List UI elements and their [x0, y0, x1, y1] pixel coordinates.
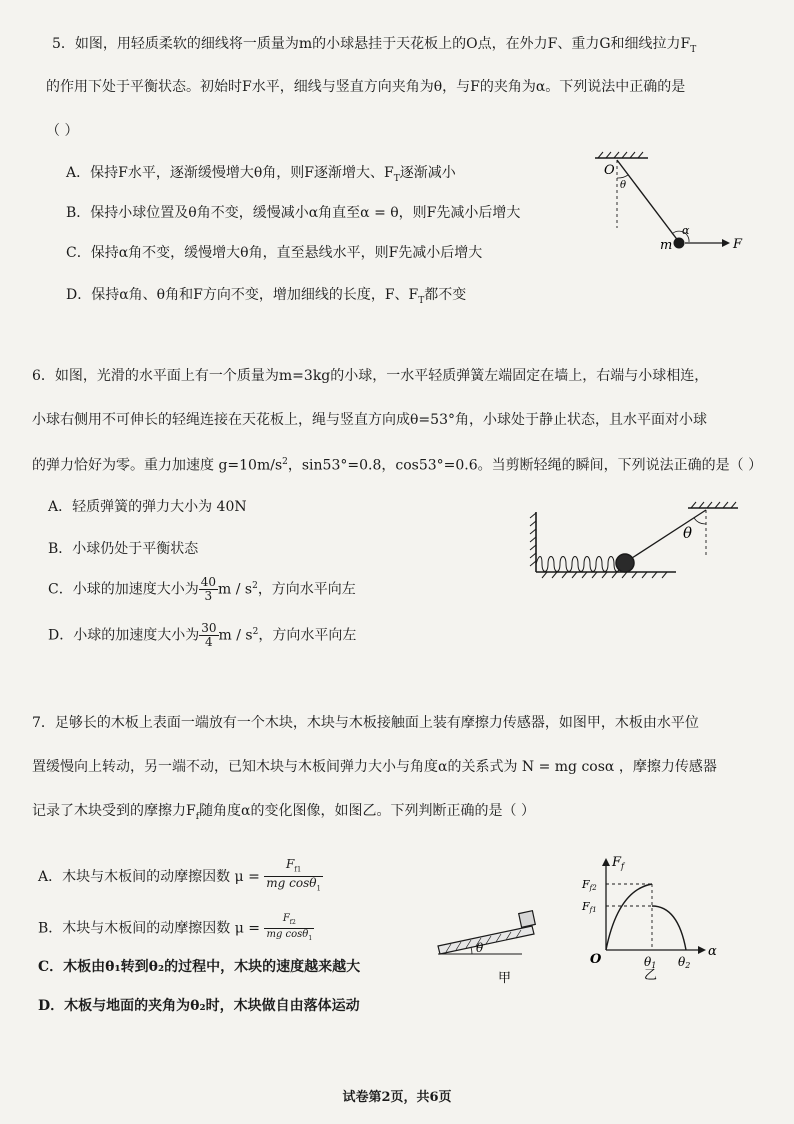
q6-stem-line-1: 6．如图，光滑的水平面上有一个质量为m=3kg的小球，一水平轻质弹簧左端固定在墙上，右端与小球相连，	[32, 368, 709, 384]
q6-theta-arc	[694, 518, 706, 524]
q7-yi-kinetic-curve	[652, 906, 686, 950]
q5-stem-line-2: 的作用下处于平衡状态。初始时F水平，细线与竖直方向夹角为θ，与F的夹角为α。下列说法中正确的是	[46, 79, 686, 95]
q7-yi-static-curve	[606, 884, 652, 950]
q5-option-b: B．保持小球位置及θ角不变，缓慢减小α角直至α = θ，则F先减小后增大	[66, 205, 521, 221]
q5-option-d: D．保持α角、θ角和F方向不变，增加细线的长度，F、$F_T$都不变	[66, 287, 467, 306]
q5-label-f: F	[733, 237, 743, 252]
q7-option-b: B．木块与木板间的动摩擦因数 μ = $\frac{F_{f2}}{mg \cos\theta_1}$	[38, 913, 313, 942]
q6-floor-hatch	[542, 572, 667, 578]
page-footer: 试卷第2页，共6页	[342, 1090, 452, 1105]
q7-fraction-a: $\frac{F_{f1}}{mg \cos\theta_1}$	[266, 857, 321, 893]
q7-yi-tick-theta2: θ2	[678, 955, 691, 970]
q6-option-b: B．小球仍处于平衡状态	[48, 541, 199, 557]
q7-yi-x-arrow	[698, 946, 706, 954]
q6-fraction-d: $\frac{30}{4}$	[201, 621, 217, 650]
q5-label-theta: θ	[620, 180, 627, 191]
q6-ceiling-hatch	[691, 502, 736, 508]
q6-option-a: A．轻质弹簧的弹力大小为 40N	[48, 499, 247, 515]
q7-yi-axis-label-ff: $F_f$	[612, 855, 624, 871]
q7-stem-line-2: 置缓慢向上转动，另一端不动，已知木块与木板间弹力大小与角度α的关系式为 N = mg cosα ，摩擦力传感器	[32, 759, 717, 775]
q6-stem-line-3: 的弹力恰好为零。重力加速度 $g=10m/s^2$，sin53°=0.8，cos53°=0.6。当剪断轻绳的瞬间，下列说法正确的是（ ）	[32, 457, 763, 474]
q7-jia-board	[438, 926, 534, 954]
q7-stem-line-1: 7．足够长的木板上表面一端放有一个木块，木块与木板接触面上装有摩擦力传感器，如图甲，木板由水平位	[32, 715, 699, 731]
q6-figure	[528, 498, 743, 580]
q5-figure	[590, 148, 755, 263]
q6-label-theta: θ	[683, 524, 693, 542]
q6-rope	[632, 510, 706, 558]
q7-figure-yi	[578, 850, 728, 980]
q7-jia-caption: 甲	[498, 971, 512, 986]
q5-label-m: m	[660, 238, 673, 253]
q6-option-c: C．小球的加速度大小为 $\frac{40}{3}$ m / $s^2$，方向水平向左	[48, 575, 356, 604]
q5-arrowhead	[722, 239, 730, 247]
q7-jia-theta-arc	[471, 947, 472, 954]
q7-yi-caption: 乙	[644, 968, 658, 980]
q5-answer-paren: （ ）	[46, 123, 79, 139]
q5-string	[617, 160, 679, 242]
q7-yi-tick-ff2: Ff2	[582, 878, 597, 892]
q7-stem-line-3: 记录了木块受到的摩擦力$F_f$随角度α的变化图像，如图乙。下列判断正确的是（ ）	[32, 803, 535, 822]
q7-yi-origin: O	[590, 952, 602, 967]
q7-jia-block	[519, 911, 536, 928]
q5-label-o: O	[604, 163, 615, 178]
q5-option-c: C．保持α角不变，缓慢增大θ角，直至悬线水平，则F先减小后增大	[66, 245, 483, 261]
q6-wall-hatch	[530, 513, 536, 566]
q7-figure-jia	[432, 898, 552, 988]
q7-option-d: D．木板与地面的夹角为θ₂时，木块做自由落体运动	[38, 998, 360, 1014]
q6-option-d: D．小球的加速度大小为 $\frac{30}{4}$ m / $s^2$，方向水平向左	[48, 621, 357, 650]
q7-jia-label-theta: θ	[476, 941, 484, 955]
q5-stem-line-1: 5．如图，用轻质柔软的细线将一质量为m的小球悬挂于天花板上的O点，在外力F、重力G和细线拉力$F_T$	[52, 36, 697, 55]
q5-option-a: A．保持F水平，逐渐缓慢增大θ角，则F逐渐增大、$F_T$逐渐减小	[66, 165, 456, 184]
q6-fraction-c: $\frac{40}{3}$	[200, 575, 216, 604]
q5-label-alpha: α	[682, 224, 690, 237]
q7-yi-tick-theta1: θ1	[644, 955, 657, 970]
q7-option-a: A．木块与木板间的动摩擦因数 μ = $\frac{F_{f1}}{mg \cos\theta_1}$	[38, 858, 323, 896]
q6-ball	[616, 554, 634, 572]
q7-yi-axis-label-alpha: α	[708, 944, 717, 959]
q7-yi-tick-ff1: Ff1	[582, 900, 597, 914]
q6-stem-line-2: 小球右侧用不可伸长的轻绳连接在天花板上，绳与竖直方向成θ=53°角，小球处于静止状态，且水平面对小球	[32, 412, 707, 428]
q5-theta-arc	[617, 175, 628, 178]
q5-ball	[674, 238, 685, 249]
q7-option-c: C．木板由θ₁转到θ₂的过程中，木块的速度越来越大	[38, 959, 361, 975]
q7-yi-y-arrow	[602, 858, 610, 866]
q5-ceiling-hatch	[598, 152, 643, 158]
q7-fraction-b: $\frac{F_{f2}}{mg \cos\theta_1}$	[266, 913, 313, 942]
